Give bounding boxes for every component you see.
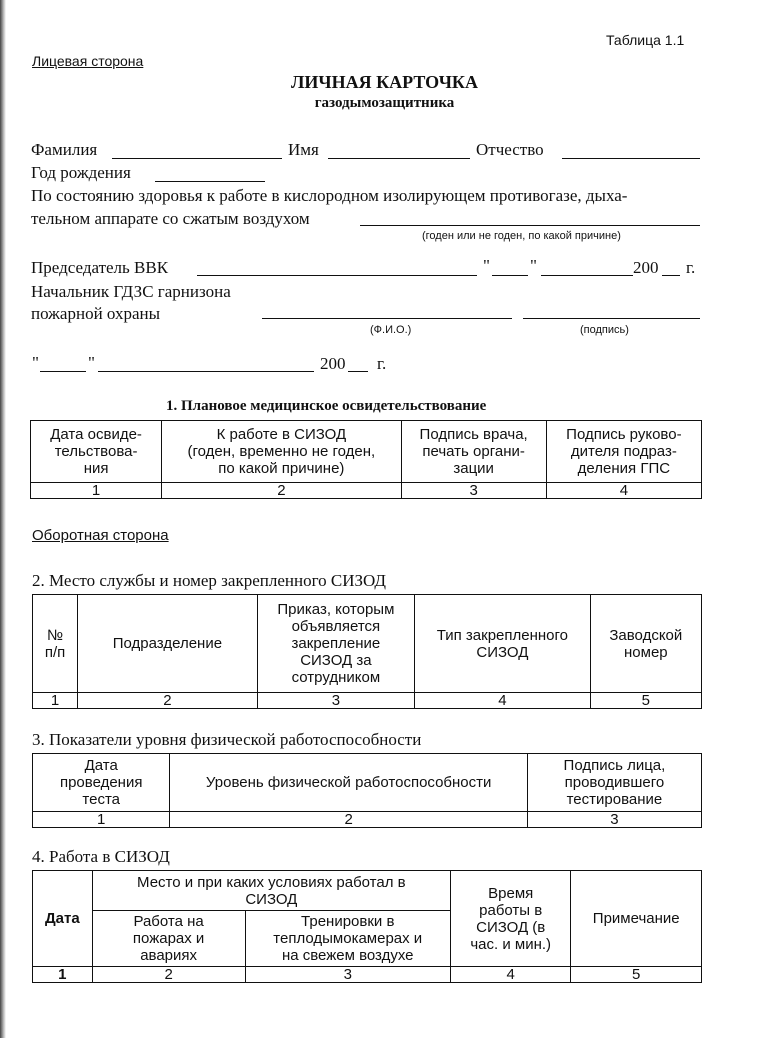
section2-table [32,594,702,709]
name-label: Имя [288,140,319,159]
section4-col-number: 2 [92,967,245,983]
section1-col-number: 2 [162,483,401,499]
page-subtitle: газодымозащитника [314,95,455,111]
birth-year-label: Год рождения [31,163,131,182]
section2-col-number: 2 [78,693,258,709]
section2-header-order: Приказ, которым объявляется закрепление СИЗОД за сотрудником [257,595,414,693]
vvk-date-quote-close: " [530,256,537,275]
section1-header-date: Дата освиде- тельствова- ния [31,421,162,483]
section2-col-number: 5 [590,693,701,709]
section2-col-number: 1 [33,693,78,709]
day-field[interactable] [40,371,86,372]
section1-header-fitness: К работе в СИЗОД (годен, временно не годен, по какой причине) [162,421,401,483]
section2-header-index: № п/п [33,595,78,693]
section3-header-level: Уровень физической работоспособности [170,754,527,812]
section4-col-number: 4 [450,967,570,983]
section4-title: 4. Работа в СИЗОД [32,847,170,866]
vvk-date-quote-open: " [483,256,490,275]
section4-col-number: 3 [245,967,450,983]
name-field[interactable] [328,158,470,159]
health-text-line2: тельном аппарате со сжатым воздухом [31,209,310,228]
back-side-label: Оборотная сторона [32,527,169,544]
section3-header-date: Дата проведения теста [33,754,170,812]
front-side-label: Лицевая сторона [32,53,144,69]
section4-col-number: 1 [33,967,93,983]
vvk-month-field[interactable] [541,275,633,276]
year-field[interactable] [348,371,368,372]
gdzs-head-label-line2: пожарной охраны [31,304,161,323]
table-label: Таблица 1.1 [606,32,685,48]
health-field[interactable] [360,225,700,226]
vvk-chair-label: Председатель ВВК [31,258,169,277]
section2-col-number: 3 [257,693,414,709]
vvk-year-suffix: г. [686,258,696,277]
surname-label: Фамилия [31,140,98,159]
date-quote-open: " [32,353,39,372]
section2-header-serial: Заводской номер [590,595,701,693]
vvk-day-field[interactable] [492,275,528,276]
section1-col-number: 3 [401,483,546,499]
section2-col-number: 4 [415,693,591,709]
section4-table [32,870,702,983]
patronymic-label: Отчество [476,140,544,159]
month-field[interactable] [98,371,314,372]
patronymic-field[interactable] [562,158,700,159]
section3-col-number: 1 [33,812,170,828]
section4-header-time: Время работы в СИЗОД (в час. и мин.) [450,871,570,967]
year-suffix: г. [377,354,387,373]
section4-header-place: Место и при каких условиях работал в СИЗОД [92,871,450,911]
section1-header-head-signature: Подпись руково- дителя подраз- деления ГПС [546,421,701,483]
gdzs-fio-field[interactable] [262,318,512,319]
vvk-year-prefix: 200 [633,258,659,277]
section4-header-fires: Работа на пожарах и авариях [92,911,245,967]
scan-edge-shadow [0,0,6,1038]
section1-col-number: 4 [546,483,701,499]
health-text-line1: По состоянию здоровья к работе в кислородном изолирующем противогазе, дыха- [31,186,628,205]
date-quote-close: " [88,353,95,372]
section2-header-type: Тип закрепленного СИЗОД [415,595,591,693]
fio-caption: (Ф.И.О.) [370,324,412,336]
section3-title: 3. Показатели уровня физической работоспособности [32,730,422,749]
health-caption: (годен или не годен, по какой причине) [422,230,621,242]
surname-field[interactable] [112,158,282,159]
section3-header-signature: Подпись лица, проводившего тестирование [527,754,701,812]
gdzs-signature-field[interactable] [523,318,700,319]
year-prefix: 200 [320,354,346,373]
section4-header-date: Дата [33,871,93,967]
birth-year-field[interactable] [155,181,265,182]
section1-table [30,420,702,499]
vvk-year-field[interactable] [662,275,680,276]
section4-header-note: Примечание [571,871,702,967]
section4-header-training: Тренировки в теплодымокамерах и на свежем воздухе [245,911,450,967]
section1-header-doctor-signature: Подпись врача, печать органи- зации [401,421,546,483]
section4-col-number: 5 [571,967,702,983]
section1-title: 1. Плановое медицинское освидетельствование [166,398,487,414]
section1-col-number: 1 [31,483,162,499]
section3-col-number: 3 [527,812,701,828]
section2-title: 2. Место службы и номер закрепленного СИЗОД [32,571,387,590]
section3-col-number: 2 [170,812,527,828]
section2-header-unit: Подразделение [78,595,258,693]
page-title: ЛИЧНАЯ КАРТОЧКА [291,72,478,92]
signature-caption: (подпись) [580,324,629,336]
gdzs-head-label-line1: Начальник ГДЗС гарнизона [31,282,231,301]
section3-table [32,753,702,828]
vvk-chair-field[interactable] [197,275,477,276]
